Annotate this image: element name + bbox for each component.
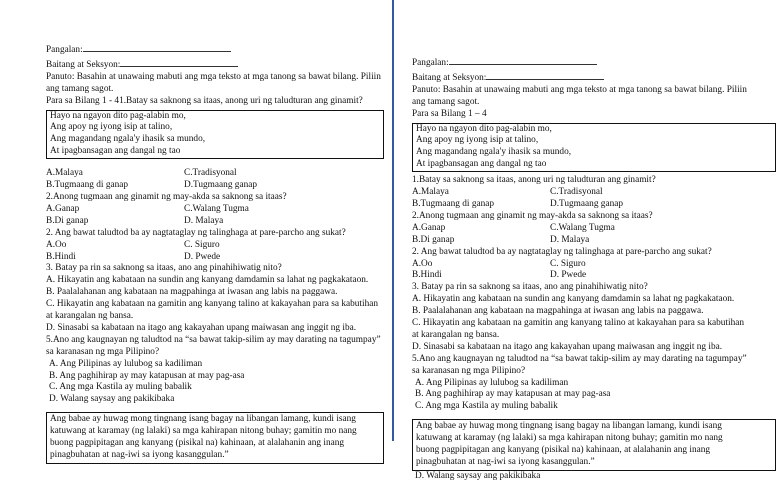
options-row xyxy=(46,168,384,180)
question-text: 3. Batay pa rin sa saknong sa itaas, ano ang pinahihiwatig nito? xyxy=(46,263,282,274)
choice-b[interactable]: B. Ang paghihirap ay may katapusan at may pag-asa xyxy=(49,370,245,381)
choice-b[interactable]: B. Paalalahanan ang kabataan na magpahinga at iwasan ang labis na paggawa. xyxy=(412,306,704,317)
name-label: Pangalan: xyxy=(412,58,449,68)
choice-c[interactable]: C. Ang mga Kastila ay muling babalik xyxy=(415,401,558,412)
choice-b[interactable]: B.Tugmaang di ganap xyxy=(46,180,129,191)
options-row xyxy=(46,216,384,228)
choice-c[interactable]: C. Hikayatin ang kabataan na gamitin ang kanyang talino at kakayahan para sa kabutihan xyxy=(46,299,378,310)
options-row xyxy=(46,180,384,192)
choice-a[interactable]: A.Ganap xyxy=(46,203,80,214)
poem-line: At ipagbansagan ang dangal ng tao xyxy=(416,159,547,170)
question-text-continued: sa karanasan ng mga Pilipino? xyxy=(412,365,526,376)
section-blank[interactable] xyxy=(120,57,238,67)
name-blank[interactable] xyxy=(83,42,231,52)
options-row xyxy=(412,199,776,211)
passage-line: pinagbuhatan at nag-iwi sa iyong kasanggulan.” xyxy=(416,457,595,467)
left-worksheet-content xyxy=(46,42,384,464)
poem-line: Hayo na ngayon dito pag-alabin mo, xyxy=(50,110,186,121)
choice-d[interactable]: D. Malaya xyxy=(550,234,590,245)
choice-c[interactable]: C. Hikayatin ang kabataan na gamitin ang kanyang talino at kakayahan para sa kabutihan xyxy=(412,318,744,329)
choice-b[interactable]: B.Tugmaang di ganap xyxy=(412,198,495,209)
choice-b[interactable]: B. Paalalahanan ang kabataan na magpahinga at iwasan ang labis na paggawa. xyxy=(46,287,338,298)
passage-line: Ang babae ay huwag mong tingnang isang bagay na libangan lamang, kundi isang xyxy=(50,414,356,425)
poem-line: At ipagbansagan ang dangal ng tao xyxy=(50,146,181,157)
name-field xyxy=(46,42,384,57)
choice-d[interactable]: D. Walang saysay ang pakikibaka xyxy=(415,470,541,481)
choice-b[interactable]: B. Ang paghihirap ay may katapusan at may pag-asa xyxy=(415,389,611,400)
poem-line: Ang apoy ng iyong isip at talino, xyxy=(50,122,173,133)
choice-c-continued[interactable]: at karangalan ng bansa. xyxy=(412,329,500,340)
choice-c[interactable]: C. Siguro xyxy=(550,258,586,269)
directions-line-1: Panuto: Basahin at unawaing mabuti ang mga teksto at mga tanong sa bawat bilang. Piliin xyxy=(412,84,747,95)
choice-c-continued[interactable]: at karangalan ng bansa. xyxy=(46,311,134,322)
left-worksheet-page xyxy=(0,0,392,460)
choice-c[interactable]: C. Ang mga Kastila ay muling babalik xyxy=(49,382,192,393)
choice-a[interactable]: A. Hikayatin ang kabataan na sundin ang kanyang damdamin sa lahat ng pagkakataon. xyxy=(412,294,735,305)
options-row xyxy=(412,259,776,271)
question-text: 1.Batay sa saknong sa itaas, anong uri ng taludturan ang ginamit? xyxy=(412,175,656,186)
options-row xyxy=(412,235,776,247)
options-row xyxy=(46,204,384,216)
right-worksheet-content xyxy=(412,55,776,483)
name-blank[interactable] xyxy=(449,55,597,65)
choice-a[interactable]: A.Oo xyxy=(46,239,67,250)
poem-line: Hayo na ngayon dito pag-alabin mo, xyxy=(416,123,552,134)
passage-line: buong pagpipitagan ang kanyang (pisikal na) kahinaan, at alalahanin ang inang xyxy=(50,438,345,449)
name-field xyxy=(412,55,776,70)
directions-line-2: ang tamang sagot. xyxy=(412,96,480,107)
choice-b[interactable]: B.Hindi xyxy=(412,270,442,281)
section-field xyxy=(412,70,776,85)
poem-line: Ang magandang ngala'y ihasik sa mundo, xyxy=(416,147,572,158)
choice-a[interactable]: A.Ganap xyxy=(412,222,446,233)
section-field xyxy=(46,57,384,72)
choice-c[interactable]: C.Tradisyonal xyxy=(184,168,237,179)
section-label: Baitang at Seksyon: xyxy=(46,59,121,70)
choice-a[interactable]: A.Malaya xyxy=(412,187,449,198)
poem-line: Ang apoy ng iyong isip at talino, xyxy=(416,135,539,146)
choice-d[interactable]: D. Malaya xyxy=(184,215,224,226)
name-label: Pangalan: xyxy=(46,45,83,55)
poem-box xyxy=(46,110,384,160)
passage-box xyxy=(412,419,776,471)
section-blank[interactable] xyxy=(486,70,604,80)
passage-line: buong pagpipitagan ang kanyang (pisikal na) kahinaan, at alalahanin ang inang xyxy=(416,445,711,456)
choice-d[interactable]: D. Sinasabi sa kabataan na itago ang kakayahan upang maiwasan ang inggit ng iba. xyxy=(46,322,357,333)
choice-b[interactable]: B.Hindi xyxy=(46,251,76,262)
options-row xyxy=(46,240,384,252)
choice-d[interactable]: D.Tugmaang ganap xyxy=(550,198,623,209)
question-text: 2. Ang bawat taludtod ba ay nagtataglay ng talinghaga at pare-parcho ang sukat? xyxy=(46,227,346,238)
options-row xyxy=(46,252,384,264)
passage-line: pinagbuhatan at nag-iwi sa iyong kasanggulan.” xyxy=(50,450,229,460)
choice-d[interactable]: D. Pwede xyxy=(550,270,587,281)
instruction: Para sa Bilang 1 – 4 xyxy=(412,108,487,119)
choice-d[interactable]: D. Pwede xyxy=(184,251,221,262)
choice-a[interactable]: A.Oo xyxy=(412,258,433,269)
choice-d[interactable]: D.Tugmaang ganap xyxy=(184,180,257,191)
passage-line: Ang babae ay huwag mong tingnang isang bagay na libangan lamang, kundi isang xyxy=(416,421,722,432)
question-text: 5.Ano ang kaugnayan ng taludtod na “sa bawat takip-silim ay may darating na tagumpay” xyxy=(412,353,747,364)
choice-a[interactable]: A. Ang Pilipinas ay lulubog sa kadiliman xyxy=(415,377,569,388)
passage-box xyxy=(46,412,384,464)
right-worksheet-page xyxy=(395,0,784,481)
choice-a[interactable]: A. Hikayatin ang kabataan na sundin ang kanyang damdamin sa lahat ng pagkakataon. xyxy=(46,275,369,286)
choice-d[interactable]: D. Walang saysay ang pakikibaka xyxy=(49,394,175,405)
choice-c[interactable]: C.Walang Tugma xyxy=(550,222,615,233)
poem-box xyxy=(412,123,776,173)
options-row xyxy=(412,223,776,235)
question-text-continued: sa karanasan ng mga Pilipino? xyxy=(46,346,160,357)
question-text: 3. Batay pa rin sa saknong sa itaas, ano ang pinahihiwatig nito? xyxy=(412,282,648,293)
question-text: 2.Anong tugmaan ang ginamit ng may-akda sa saknong sa itaas? xyxy=(412,210,653,221)
passage-line: katuwang at karamay (ng lalaki) sa mga kahirapan nitong buhay; gamitin mo nang xyxy=(416,433,723,444)
question-text: 2. Ang bawat taludtod ba ay nagtataglay ng talinghaga at pare-parcho ang sukat? xyxy=(412,246,712,257)
choice-c[interactable]: C.Walang Tugma xyxy=(184,203,249,214)
instruction: Para sa Bilang 1 - 41.Batay sa saknong sa itaas, anong uri ng taludturan ang ginamit? xyxy=(46,95,363,106)
options-row xyxy=(412,187,776,199)
choice-c[interactable]: C. Siguro xyxy=(184,239,220,250)
directions-line-2: ang tamang sagot. xyxy=(46,83,114,94)
question-text: 2.Anong tugmaan ang ginamit ng may-akda sa saknong sa itaas? xyxy=(46,191,287,202)
options-row xyxy=(412,270,776,282)
question-text: 5.Ano ang kaugnayan ng taludtod na “sa bawat takip-silim ay may darating na tagumpay” xyxy=(46,334,381,345)
directions-line-1: Panuto: Basahin at unawaing mabuti ang mga teksto at mga tanong sa bawat bilang. Piliin xyxy=(46,71,381,82)
choice-c[interactable]: C.Tradisyonal xyxy=(550,187,603,198)
choice-b[interactable]: B.Di ganap xyxy=(412,234,455,245)
passage-line: katuwang at karamay (ng lalaki) sa mga kahirapan nitong buhay; gamitin mo nang xyxy=(50,426,357,437)
choice-d[interactable]: D. Sinasabi sa kabataan na itago ang kakayahan upang maiwasan ang inggit ng iba. xyxy=(412,341,723,352)
page-divider xyxy=(392,0,394,441)
choice-a[interactable]: A.Malaya xyxy=(46,168,83,179)
choice-b[interactable]: B.Di ganap xyxy=(46,215,89,226)
section-label: Baitang at Seksyon: xyxy=(412,72,487,83)
choice-a[interactable]: A. Ang Pilipinas ay lulubog sa kadiliman xyxy=(49,358,203,369)
poem-line: Ang magandang ngala'y ihasik sa mundo, xyxy=(50,134,206,145)
